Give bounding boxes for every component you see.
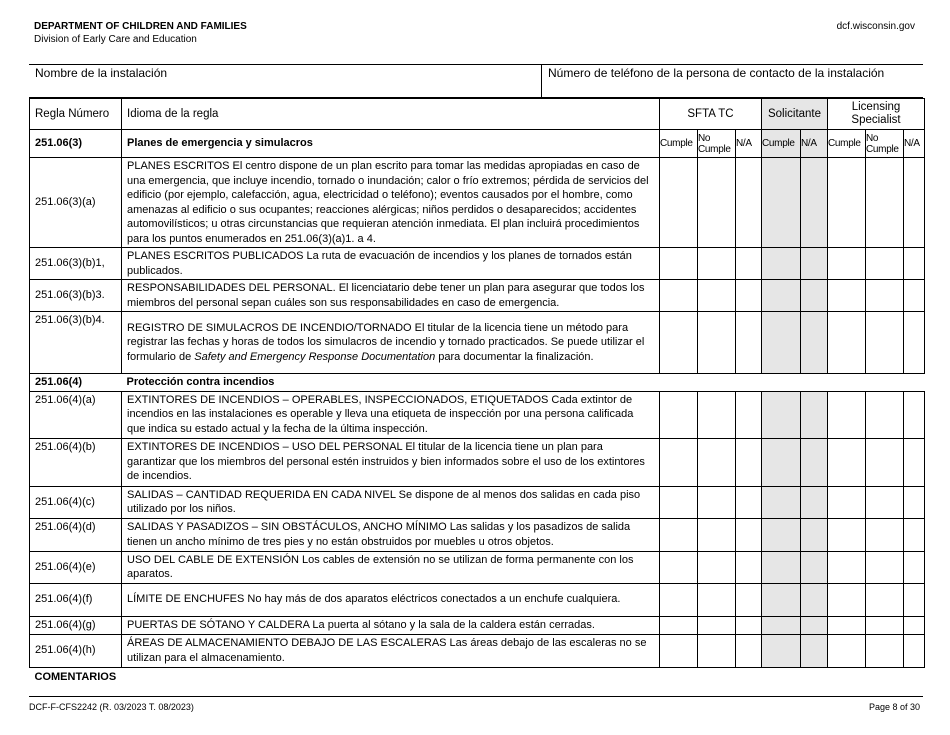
rule-text-part: REGISTRO DE SIMULACROS DE INCENDIO/TORNADO El titular de la licencia tiene un método para registrar las fechas y horas de todos los simulacros de incendio y tornado practicados. Se puede utilizar el formulario de	[127, 321, 645, 363]
specialist-na-cell[interactable]	[904, 518, 925, 551]
sfta-cumple-cell[interactable]	[660, 438, 698, 486]
rule-text: RESPONSABILIDADES DEL PERSONAL. El licenciatario debe tener un plan para asegurar que todos los miembros del personal sepan cuáles son sus responsabilidades en caso de emergencia.	[122, 280, 660, 312]
sfta-na-cell[interactable]	[736, 312, 762, 374]
specialist-no-cumple-header: No Cumple	[866, 130, 904, 158]
rule-text: LÍMITE DE ENCHUFES No hay más de dos aparatos eléctricos conectados a un enchufe cualquiera.	[122, 583, 660, 616]
section-number: 251.06(4)	[30, 374, 122, 392]
applicant-na-cell[interactable]	[801, 634, 828, 667]
sfta-na-header: N/A	[736, 130, 762, 158]
sfta-no-cumple-cell[interactable]	[698, 616, 736, 634]
sfta-cumple-cell[interactable]	[660, 486, 698, 518]
section-title: Planes de emergencia y simulacros	[122, 130, 660, 158]
applicant-na-cell[interactable]	[801, 583, 828, 616]
comments-row	[30, 667, 925, 685]
sfta-cumple-cell[interactable]	[660, 158, 698, 248]
rule-text: PUERTAS DE SÓTANO Y CALDERA La puerta al sótano y la sala de la caldera están cerradas.	[122, 616, 660, 634]
rule-number: 251.06(4)(f)	[30, 583, 122, 616]
applicant-header: Solicitante	[762, 99, 828, 130]
rule-text	[122, 312, 660, 374]
sfta-no-cumple-cell[interactable]	[698, 518, 736, 551]
rule-language-header: Idioma de la regla	[122, 99, 660, 130]
rule-text: SALIDAS – CANTIDAD REQUERIDA EN CADA NIVEL Se dispone de al menos dos salidas en cada piso utilizado por los niños.	[122, 486, 660, 518]
facility-info-row	[29, 64, 923, 99]
specialist-cumple-cell[interactable]	[828, 518, 866, 551]
section-header-row	[30, 130, 925, 158]
sfta-na-cell[interactable]	[736, 280, 762, 312]
sfta-no-cumple-header: No Cumple	[698, 130, 736, 158]
sfta-cumple-cell[interactable]	[660, 616, 698, 634]
applicant-cumple-cell[interactable]	[762, 158, 801, 248]
sfta-na-cell[interactable]	[736, 438, 762, 486]
rule-text: EXTINTORES DE INCENDIOS – USO DEL PERSONAL El titular de la licencia tiene un plan para garantizar que los miembros del personal estén instruidos y bien informados sobre el uso de los extintores de incendios.	[122, 438, 660, 486]
sfta-no-cumple-cell[interactable]	[698, 280, 736, 312]
form-id: DCF-F-CFS2242 (R. 03/2023 T. 08/2023)	[29, 702, 194, 712]
sfta-cumple-cell[interactable]	[660, 391, 698, 438]
applicant-na-cell[interactable]	[801, 312, 828, 374]
specialist-cumple-header: Cumple	[828, 130, 866, 158]
rule-text: EXTINTORES DE INCENDIOS – OPERABLES, INSPECCIONADOS, ETIQUETADOS Cada extintor de incendios en las instalaciones es operable y lleva una etiqueta de inspección por una persona calificada que indica su estado actual y la fecha de la última inspección.	[122, 391, 660, 438]
sfta-na-cell[interactable]	[736, 158, 762, 248]
sfta-cumple-header: Cumple	[660, 130, 698, 158]
applicant-cumple-cell[interactable]	[762, 280, 801, 312]
applicant-cumple-cell[interactable]	[762, 551, 801, 583]
rules-checklist-table	[29, 98, 925, 685]
specialist-no-cumple-cell[interactable]	[866, 486, 904, 518]
comments-label[interactable]: COMENTARIOS	[34, 670, 117, 683]
specialist-cumple-cell[interactable]	[828, 248, 866, 280]
rule-number: 251.06(4)(g)	[30, 616, 122, 634]
specialist-na-cell[interactable]	[904, 438, 925, 486]
specialist-no-cumple-cell[interactable]	[866, 438, 904, 486]
applicant-cumple-cell[interactable]	[762, 438, 801, 486]
sfta-na-cell[interactable]	[736, 391, 762, 438]
rule-number: 251.06(3)(b)4.	[30, 312, 122, 374]
sfta-no-cumple-cell[interactable]	[698, 486, 736, 518]
table-row	[30, 312, 925, 374]
sfta-no-cumple-cell[interactable]	[698, 158, 736, 248]
specialist-na-cell[interactable]	[904, 312, 925, 374]
specialist-cumple-cell[interactable]	[828, 158, 866, 248]
sfta-no-cumple-cell[interactable]	[698, 583, 736, 616]
table-row	[30, 158, 925, 248]
applicant-cumple-cell[interactable]	[762, 616, 801, 634]
applicant-na-cell[interactable]	[801, 551, 828, 583]
table-row	[30, 551, 925, 583]
specialist-cumple-cell[interactable]	[828, 312, 866, 374]
applicant-cumple-header: Cumple	[762, 130, 801, 158]
rule-number: 251.06(4)(b)	[30, 438, 122, 486]
applicant-na-cell[interactable]	[801, 518, 828, 551]
website-link[interactable]: dcf.wisconsin.gov	[836, 21, 915, 32]
specialist-na-cell[interactable]	[904, 486, 925, 518]
licensing-specialist-header: Licensing Specialist	[828, 99, 925, 130]
section-title: Protección contra incendios	[122, 374, 925, 392]
specialist-no-cumple-cell[interactable]	[866, 616, 904, 634]
applicant-na-header: N/A	[801, 130, 828, 158]
sfta-no-cumple-cell[interactable]	[698, 391, 736, 438]
sfta-cumple-cell[interactable]	[660, 280, 698, 312]
applicant-na-cell[interactable]	[801, 438, 828, 486]
table-row	[30, 391, 925, 438]
specialist-no-cumple-cell[interactable]	[866, 158, 904, 248]
rule-number: 251.06(4)(c)	[30, 486, 122, 518]
footer-divider	[29, 696, 923, 697]
applicant-na-cell[interactable]	[801, 486, 828, 518]
department-name: DEPARTMENT OF CHILDREN AND FAMILIES	[34, 21, 247, 32]
sfta-cumple-cell[interactable]	[660, 551, 698, 583]
facility-phone-field[interactable]	[542, 65, 923, 97]
sfta-cumple-cell[interactable]	[660, 583, 698, 616]
applicant-cumple-cell[interactable]	[762, 634, 801, 667]
specialist-cumple-cell[interactable]	[828, 486, 866, 518]
table-header-row	[30, 99, 925, 130]
sfta-cumple-cell[interactable]	[660, 312, 698, 374]
rule-number: 251.06(4)(d)	[30, 518, 122, 551]
specialist-no-cumple-cell[interactable]	[866, 280, 904, 312]
sfta-cumple-cell[interactable]	[660, 518, 698, 551]
rule-number: 251.06(3)(b)1,	[30, 248, 122, 280]
table-row	[30, 280, 925, 312]
rule-text: PLANES ESCRITOS PUBLICADOS La ruta de evacuación de incendios y los planes de tornados están publicados.	[122, 248, 660, 280]
specialist-na-cell[interactable]	[904, 583, 925, 616]
specialist-no-cumple-cell[interactable]	[866, 583, 904, 616]
specialist-cumple-cell[interactable]	[828, 391, 866, 438]
specialist-cumple-cell[interactable]	[828, 551, 866, 583]
specialist-na-cell[interactable]	[904, 551, 925, 583]
facility-phone-label: Número de teléfono de la persona de contacto de la instalación	[548, 66, 885, 80]
sfta-na-cell[interactable]	[736, 518, 762, 551]
sfta-cumple-cell[interactable]	[660, 248, 698, 280]
rule-number-header: Regla Número	[30, 99, 122, 130]
applicant-cumple-cell[interactable]	[762, 518, 801, 551]
page-header	[34, 20, 247, 46]
rule-text: ÁREAS DE ALMACENAMIENTO DEBAJO DE LAS ESCALERAS Las áreas debajo de las escaleras no se utilizan para el almacenamiento.	[122, 634, 660, 667]
sfta-na-cell[interactable]	[736, 634, 762, 667]
table-row	[30, 438, 925, 486]
sfta-no-cumple-cell[interactable]	[698, 551, 736, 583]
table-row	[30, 518, 925, 551]
specialist-na-cell[interactable]	[904, 616, 925, 634]
specialist-na-cell[interactable]	[904, 391, 925, 438]
section-number: 251.06(3)	[30, 130, 122, 158]
sfta-na-cell[interactable]	[736, 583, 762, 616]
form-title-italic: Safety and Emergency Response Documentation	[194, 350, 436, 363]
facility-name-label: Nombre de la instalación	[35, 66, 168, 80]
applicant-na-cell[interactable]	[801, 616, 828, 634]
specialist-na-header: N/A	[904, 130, 925, 158]
applicant-na-cell[interactable]	[801, 158, 828, 248]
division-name: Division of Early Care and Education	[34, 34, 197, 45]
specialist-no-cumple-cell[interactable]	[866, 518, 904, 551]
rule-text-part: para documentar la finalización.	[435, 350, 594, 363]
rule-text: USO DEL CABLE DE EXTENSIÓN Los cables de extensión no se utilizan de forma permanente con los aparatos.	[122, 551, 660, 583]
specialist-no-cumple-cell[interactable]	[866, 312, 904, 374]
specialist-no-cumple-cell[interactable]	[866, 551, 904, 583]
facility-name-field[interactable]	[29, 65, 542, 97]
applicant-cumple-cell[interactable]	[762, 486, 801, 518]
specialist-cumple-cell[interactable]	[828, 634, 866, 667]
applicant-cumple-cell[interactable]	[762, 248, 801, 280]
table-row	[30, 616, 925, 634]
specialist-cumple-cell[interactable]	[828, 616, 866, 634]
rule-number: 251.06(3)(a)	[30, 158, 122, 248]
applicant-cumple-cell[interactable]	[762, 583, 801, 616]
sfta-no-cumple-cell[interactable]	[698, 248, 736, 280]
specialist-na-cell[interactable]	[904, 280, 925, 312]
sfta-no-cumple-cell[interactable]	[698, 312, 736, 374]
rule-text: PLANES ESCRITOS El centro dispone de un plan escrito para tomar las medidas apropiadas en caso de una emergencia, que incluye incendio, tornado o inundación; calor o frío extremos; pérdida de servicios del edificio (por ejemplo, calefacción, agua, electricidad o teléfono); eventos causados por el hombre, como amenazas al edificio o sus ocupantes; reacciones alérgicas; niños perdidos o desaparecidos; accidentes automovilísticos; u otras circunstancias que requieran atención inmediata. El plan incluirá procedimientos para los puntos enumerados en 251.06(3)(a)1. a 4.	[122, 158, 660, 248]
sfta-na-cell[interactable]	[736, 486, 762, 518]
applicant-cumple-cell[interactable]	[762, 391, 801, 438]
table-row	[30, 486, 925, 518]
rule-number: 251.06(4)(h)	[30, 634, 122, 667]
sfta-na-cell[interactable]	[736, 551, 762, 583]
page-number: Page 8 of 30	[868, 702, 920, 712]
rule-number: 251.06(3)(b)3.	[30, 280, 122, 312]
rule-text: SALIDAS Y PASADIZOS – SIN OBSTÁCULOS, ANCHO MÍNIMO Las salidas y los pasadizos de salida tienen un ancho mínimo de tres pies y no están obstruidos por muebles u otros objetos.	[122, 518, 660, 551]
sfta-tc-header: SFTA TC	[660, 99, 762, 130]
sfta-cumple-cell[interactable]	[660, 634, 698, 667]
specialist-na-cell[interactable]	[904, 158, 925, 248]
table-row	[30, 248, 925, 280]
rule-number: 251.06(4)(a)	[30, 391, 122, 438]
specialist-cumple-cell[interactable]	[828, 438, 866, 486]
specialist-cumple-cell[interactable]	[828, 583, 866, 616]
specialist-no-cumple-cell[interactable]	[866, 248, 904, 280]
specialist-cumple-cell[interactable]	[828, 280, 866, 312]
specialist-na-cell[interactable]	[904, 248, 925, 280]
applicant-na-cell[interactable]	[801, 248, 828, 280]
specialist-no-cumple-cell[interactable]	[866, 634, 904, 667]
sfta-no-cumple-cell[interactable]	[698, 438, 736, 486]
specialist-no-cumple-cell[interactable]	[866, 391, 904, 438]
applicant-cumple-cell[interactable]	[762, 312, 801, 374]
section-header-row	[30, 374, 925, 392]
rule-number: 251.06(4)(e)	[30, 551, 122, 583]
table-row	[30, 583, 925, 616]
sfta-na-cell[interactable]	[736, 616, 762, 634]
applicant-na-cell[interactable]	[801, 280, 828, 312]
applicant-na-cell[interactable]	[801, 391, 828, 438]
sfta-no-cumple-cell[interactable]	[698, 634, 736, 667]
specialist-na-cell[interactable]	[904, 634, 925, 667]
sfta-na-cell[interactable]	[736, 248, 762, 280]
table-row	[30, 634, 925, 667]
